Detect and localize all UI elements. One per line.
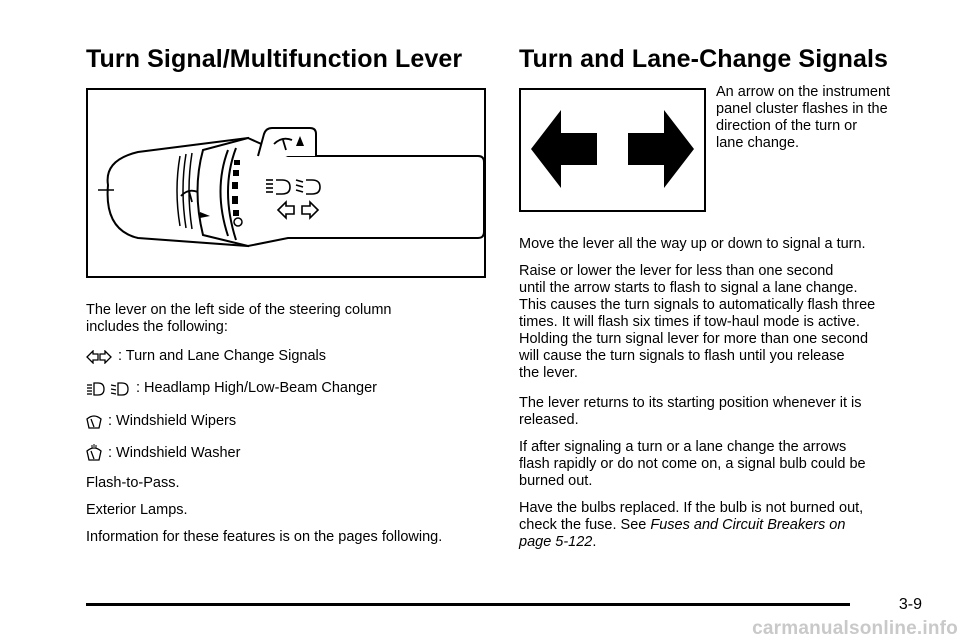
para-5-text: Have the bulbs replaced. If the bulb is not burned out, check the fuse. See (519, 500, 864, 533)
feature-label-wipers: : Windshield Wipers (108, 413, 237, 429)
windshield-wiper-icon (86, 414, 102, 430)
headlamp-beam-icon (86, 381, 130, 397)
feature-line-headlamp-changer (86, 380, 377, 397)
flash-to-pass-text: Flash-to-Pass. (86, 475, 180, 491)
section-heading-turn-signal-lever: Turn Signal/Multifunction Lever (86, 45, 463, 73)
lane-change-para-3: The lever returns to its starting position whenever it is released. (519, 395, 862, 428)
watermark: carmanualsonline.info (752, 618, 958, 639)
feature-label-turn-signals: : Turn and Lane Change Signals (118, 348, 326, 364)
feature-label-washer: : Windshield Washer (108, 444, 241, 461)
lane-change-para-5 (519, 500, 939, 551)
arrow-caption-text: An arrow on the instrument panel cluster flashes in the direction of the turn or lane change. (716, 84, 891, 151)
feature-line-wipers (86, 413, 236, 430)
section-heading-turn-lane-change: Turn and Lane-Change Signals (519, 45, 889, 73)
lane-change-para-4: If after signaling a turn or a lane change the arrows flash rapidly or do not come on, a signal bulb could be burned out. (519, 439, 866, 489)
multifunction-lever-drawing (88, 90, 484, 276)
lane-change-para-1: Move the lever all the way up or down to signal a turn. (519, 236, 866, 252)
feature-label-headlamp-changer: : Headlamp High/Low-Beam Changer (136, 380, 377, 396)
right-arrow (628, 110, 694, 188)
turn-arrows-illustration (519, 88, 706, 212)
para-5-end: . (592, 534, 597, 550)
feature-line-washer (86, 444, 240, 462)
page-number: 3-9 (898, 596, 922, 613)
left-arrow (531, 110, 597, 188)
fuses-cross-reference-link[interactable]: Fuses and Circuit Breakers on page 5-122 (519, 517, 846, 550)
lane-change-para-2: Raise or lower the lever for less than one second until the arrow starts to flash to signal a lane change. This causes the turn signals to automatically flash three times. It will flash six times if tow-haul mode is active. Holding the turn signal lever for more than one second will cause the turn signals to flash until you release the lever. (519, 263, 876, 381)
turn-arrows-icon (521, 90, 704, 210)
feature-line-turn-signals (86, 348, 326, 365)
footer-divider (86, 603, 850, 606)
information-text: Information for these features is on the pages following. (86, 529, 443, 545)
exterior-lamps-text: Exterior Lamps. (86, 502, 188, 518)
turn-signal-arrows-icon (86, 350, 112, 364)
lever-intro-text: The lever on the left side of the steering column includes the following: (86, 302, 392, 335)
windshield-washer-icon (86, 444, 102, 462)
lever-illustration (86, 88, 486, 278)
